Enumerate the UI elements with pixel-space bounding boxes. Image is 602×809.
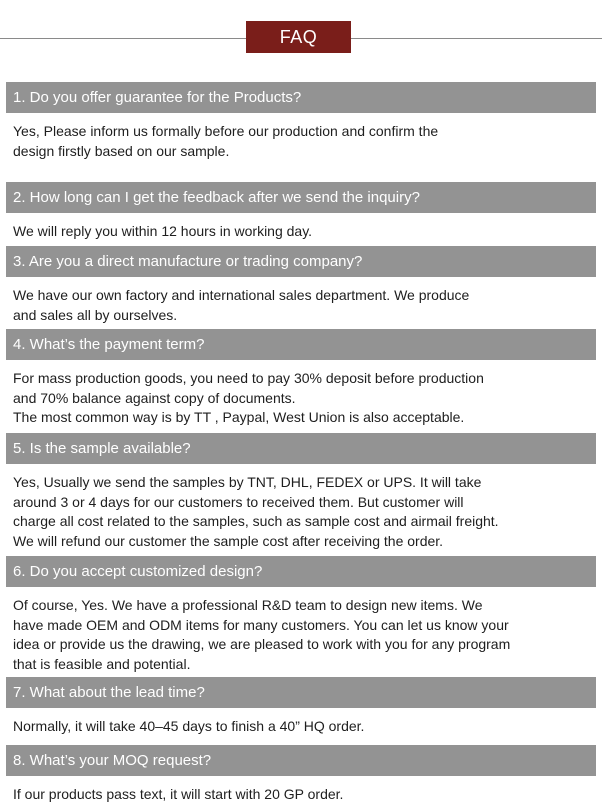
faq-item-4	[6, 329, 596, 433]
faq-question-4: 4. What’s the payment term?	[6, 329, 596, 360]
faq-item-3	[6, 246, 596, 329]
faq-answer-8: If our products pass text, it will start with 20 GP order.	[13, 786, 344, 802]
header-divider-right	[351, 38, 602, 39]
faq-header	[0, 18, 602, 56]
faq-item-8	[6, 745, 596, 809]
faq-item-2	[6, 182, 596, 246]
faq-answer-3: We have our own factory and international sales department. We produce and sales all by ourselves.	[13, 287, 470, 323]
header-divider-left	[0, 38, 246, 39]
faq-item-7	[6, 677, 596, 745]
faq-question-6: 6. Do you accept customized design?	[6, 556, 596, 587]
faq-question-5: 5. Is the sample available?	[6, 433, 596, 464]
faq-answer-6: Of course, Yes. We have a professional R&D team to design new items. We have made OEM and ODM items for many customers. You can let us know your idea or provide us the drawing, we are pleased to work with you for any program that is feasible and potential.	[13, 597, 511, 672]
faq-question-1: 1. Do you offer guarantee for the Products?	[6, 82, 596, 113]
faq-answer-2: We will reply you within 12 hours in working day.	[13, 223, 313, 239]
faq-question-8: 8. What’s your MOQ request?	[6, 745, 596, 776]
faq-list	[6, 82, 596, 809]
faq-item-6	[6, 556, 596, 677]
faq-question-3: 3. Are you a direct manufacture or trading company?	[6, 246, 596, 277]
faq-item-5	[6, 433, 596, 556]
faq-question-7: 7. What about the lead time?	[6, 677, 596, 708]
faq-question-2: 2. How long can I get the feedback after we send the inquiry?	[6, 182, 596, 213]
faq-answer-1: Yes, Please inform us formally before our production and confirm the design firstly based on our sample.	[13, 123, 439, 159]
faq-answer-4: For mass production goods, you need to pay 30% deposit before production and 70% balance against copy of documents. The most common way is by TT , Paypal, West Union is also acceptable.	[13, 370, 484, 425]
faq-answer-7: Normally, it will take 40–45 days to finish a 40” HQ order.	[13, 718, 365, 734]
faq-item-1	[6, 82, 596, 182]
faq-title: FAQ	[246, 21, 351, 53]
faq-answer-5: Yes, Usually we send the samples by TNT, DHL, FEDEX or UPS. It will take around 3 or 4 days for our customers to received them. But customer will charge all cost related to the samples, such as sample cost and airmail freight. We will refund our customer the sample cost after receiving the order.	[13, 474, 499, 549]
